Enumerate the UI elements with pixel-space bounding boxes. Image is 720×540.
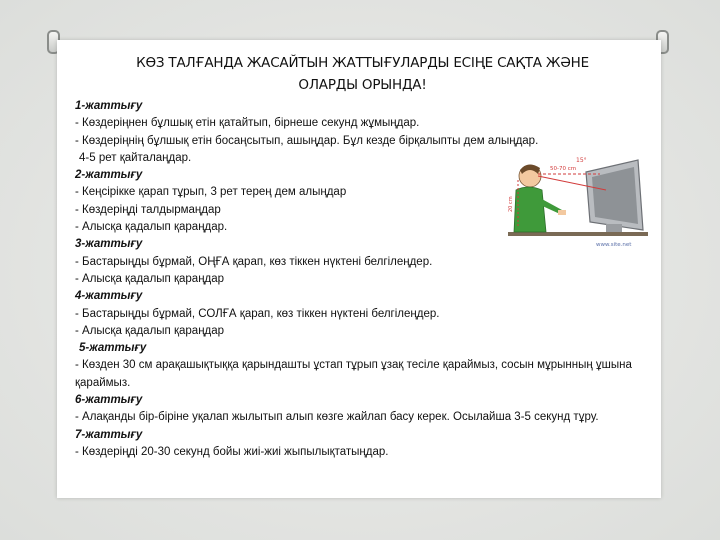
exercise-1-heading: 1-жаттығу: [75, 100, 143, 112]
title-line-1: КӨЗ ТАЛҒАНДА ЖАСАЙТЫН ЖАТТЫҒУЛАРДЫ ЕСІҢЕ САҚТА ЖӘНЕ: [136, 55, 589, 71]
desk-shape: [508, 232, 648, 236]
posture-illustration: [488, 150, 648, 260]
distance-label: 50-70 cm: [550, 166, 577, 172]
exercise-2-step-3: - Алысқа қадалып қараңдар.: [75, 221, 228, 234]
title-line-2: ОЛАРДЫ ОРЫНДА!: [298, 77, 427, 93]
exercise-6-heading: 6-жаттығу: [75, 394, 143, 407]
exercise-1-step-1: - Көздеріңнен бұлшық етін қатайтып, бірнеше секунд жұмыңдар.: [75, 117, 420, 130]
exercise-4-heading: 4-жаттығу: [75, 290, 143, 303]
exercise-2-step-1: - Кеңсірікке қарап тұрып, 3 рет терең дем алыңдар: [75, 186, 347, 199]
exercise-3-step-1: - Бастарыңды бұрмай, ОҢҒА қарап, көз тіккен нүктені белгілеңдер.: [75, 255, 433, 268]
exercise-4-step-2: - Алысқа қадалып қараңдар: [75, 324, 225, 337]
exercise-2-heading: 2-жаттығу: [75, 169, 143, 182]
person-figure: [514, 164, 566, 232]
exercise-1-step-2: - Көздеріңнің бұлшық етін босаңсытып, ашыңдар. Бұл кезде бірқалыпты дем алыңдар.: [75, 134, 539, 147]
angle-label: 15°: [576, 157, 587, 164]
exercise-7-heading: 7-жаттығу: [75, 428, 143, 441]
watermark-text: www.site.net: [596, 242, 632, 248]
slide-title: [75, 52, 650, 96]
exercise-3-step-2: - Алысқа қадалып қараңдар: [75, 272, 225, 285]
exercise-2-step-2: - Көздеріңді талдырмаңдар: [75, 203, 221, 216]
exercise-1-repeat: 4-5 рет қайталаңдар.: [79, 151, 192, 164]
exercise-6-step-1: - Алақанды бір-біріне уқалап жылытып алып көзге жайлап басу керек. Осылайша 3-5 секунд тұру.: [75, 411, 599, 424]
exercise-5-heading: 5-жаттығу: [79, 342, 147, 355]
exercise-4-step-1: - Бастарыңды бұрмай, СОЛҒА қарап, көз тіккен нүктені белгілеңдер.: [75, 307, 440, 320]
exercise-7-step-1: - Көздеріңді 20-30 секунд бойы жиі-жиі жыпылықтатыңдар.: [75, 445, 389, 458]
exercise-5-step-1: - Көзден 30 см арақашықтыққа қарындашты ұстап тұрып ұзақ тесіле қараймыз, сосын мұрынның ұшына қараймыз.: [75, 359, 632, 389]
exercise-3-heading: 3-жаттығу: [75, 238, 143, 251]
height-label: 20 cm: [508, 196, 514, 212]
monitor-shape: [586, 160, 643, 232]
